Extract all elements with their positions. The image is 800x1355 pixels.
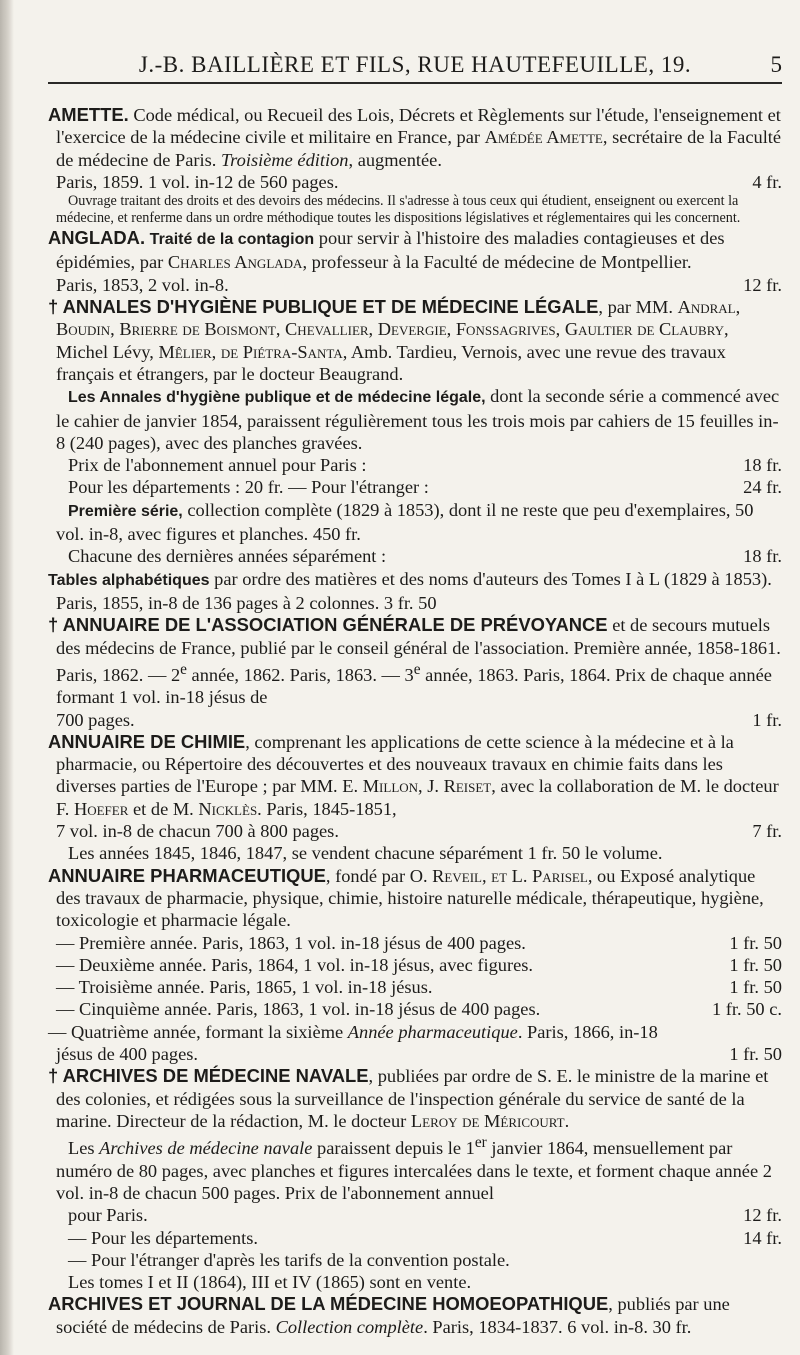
annales-price-depts: Pour les départements : 20 fr. — Pour l'étranger : 24 fr. xyxy=(68,477,782,498)
pharma-year-2: — Deuxième année. Paris, 1864, 1 vol. in-18 jésus, avec figures. 1 fr. 50 xyxy=(56,954,782,975)
entry-annuaire-chimie: ANNUAIRE DE CHIMIE, comprenant les applications de cette science à la médecine et à la pharmacie, ou Répertoire des découvertes et des nouveaux travaux en chimie faits dans les diverses parties de l'Europe ; par MM. E. Millon, J. Reiset, avec la collaboration de M. le docteur F. Hoefer et de M. Nicklès. Paris, 1845-1851, xyxy=(48,730,779,819)
entry-amette: AMETTE. Code médical, ou Recueil des Lois, Décrets et Règlements sur l'étude, l'enseignement et l'exercice de la médecine civile et militaire en France, par Amédée Amette, secrétaire de la Faculté de médecine de Paris. Troisième édition, augmentée. xyxy=(48,104,782,170)
annales-premiere-serie: Première série, collection complète (1829 à 1853), dont il ne reste que peu d'exemplaires, 50 vol. in-8, avec figures et planches. 450 fr. xyxy=(56,499,754,545)
entry-annuaire-association: † ANNUAIRE DE L'ASSOCIATION GÉNÉRALE DE PRÉVOYANCE et de secours mutuels des médecins de France, publié par le conseil général de l'association. Première année, 1858-1861. Paris, 1862. — 2e année, 1862. Paris, 1863. — 3e année, 1863. Paris, 1864. Prix de chaque année formant 1 vol. in-18 jésus de xyxy=(48,614,781,708)
amette-note: Ouvrage traitant des droits et des devoirs des médecins. Il s'adresse à tous ceux qui étudient, enseignent ou exercent la médecine, et renferme dans un ordre méthodique toutes les dispositions législatives et réglementaires qui les concernent. xyxy=(56,193,741,227)
entry-archives-homoeopathique: ARCHIVES ET JOURNAL DE LA MÉDECINE HOMOEOPATHIQUE, publiés par une société de médecins de Paris. Collection complète. Paris, 1834-1837. 6 vol. in-8. 30 fr. xyxy=(48,1293,730,1337)
entry-anglada: ANGLADA. Traité de la contagion pour servir à l'histoire des maladies contagieuses et des épidémies, par Charles Anglada, professeur à la Faculté de médecine de Montpellier. xyxy=(48,227,725,273)
running-header xyxy=(48,52,782,84)
publisher-header: J.-B. BAILLIÈRE ET FILS, RUE HAUTEFEUILLE, 19. xyxy=(138,52,692,77)
pharma-year-4: — Quatrième année, formant la sixième Année pharmaceutique. Paris, 1866, in-18 xyxy=(48,1021,658,1042)
page-number: 5 xyxy=(770,52,782,77)
chimie-price-row: 7 vol. in-8 de chacun 700 à 800 pages. 7 fr. xyxy=(56,821,782,842)
catalog-body xyxy=(48,104,782,1338)
chimie-annees: Les années 1845, 1846, 1847, se vendent chacune séparément 1 fr. 50 le volume. xyxy=(68,843,663,864)
pharma-year-3: — Troisième année. Paris, 1865, 1 vol. in-18 jésus. 1 fr. 50 xyxy=(56,977,782,998)
navale-description: Les Archives de médecine navale paraissent depuis le 1er janvier 1864, mensuellement par numéro de 80 pages, avec planches et figures intercalées dans le texte, et forment chaque année 2 vol. in-8 de chacun 500 pages. Prix de l'abonnement annuel xyxy=(56,1134,772,1203)
anglada-pub-row: Paris, 1853, 2 vol. in-8. 12 fr. xyxy=(56,274,782,295)
pharma-year-4-price: jésus de 400 pages. 1 fr. 50 xyxy=(56,1044,782,1064)
navale-price-paris: pour Paris. 12 fr. xyxy=(68,1205,782,1226)
navale-etranger: — Pour l'étranger d'après les tarifs de la convention postale. xyxy=(68,1249,510,1270)
annales-tables: Tables alphabétiques par ordre des matières et des noms d'auteurs des Tomes I à L (1829 à 1853). Paris, 1855, in-8 de 136 pages à 2 colonnes. 3 fr. 50 xyxy=(48,568,772,613)
annales-price-paris: Prix de l'abonnement annuel pour Paris : 18 fr. xyxy=(68,455,782,476)
annuaire-assoc-price-row: 700 pages. 1 fr. xyxy=(56,709,782,730)
book-binding-shadow xyxy=(0,0,14,1355)
pharma-year-5: — Cinquième année. Paris, 1863, 1 vol. in-18 jésus de 400 pages. 1 fr. 50 c. xyxy=(56,999,782,1020)
amette-pub-row: Paris, 1859. 1 vol. in-12 de 560 pages. 4 fr. xyxy=(56,171,782,192)
entry-annuaire-pharmaceutique: ANNUAIRE PHARMACEUTIQUE, fondé par O. Reveil, et L. Parisel, ou Exposé analytique des travaux de pharmacie, physique, chimie, histoire naturelle médicale, thérapeutique, hygiène, toxicologie et pharmacie légale. xyxy=(48,864,764,931)
entry-annales-hygiene: † ANNALES D'HYGIÈNE PUBLIQUE ET DE MÉDECINE LÉGALE, par MM. Andral, Boudin, Brierre de Boismont, Chevallier, Devergie, Fonssagrives, Gaultier de Claubry, Michel Lévy, Mêlier, de Piétra-Santa, Amb. Tardieu, Vernois, avec une revue des travaux français et étrangers, par le docteur Beaugrand. xyxy=(48,296,741,384)
pharma-year-1: — Première année. Paris, 1863, 1 vol. in-18 jésus de 400 pages. 1 fr. 50 xyxy=(56,932,782,953)
navale-tomes: Les tomes I et II (1864), III et IV (1865) sont en vente. xyxy=(68,1272,472,1293)
entry-archives-navale: † ARCHIVES DE MÉDECINE NAVALE, publiées par ordre de S. E. le ministre de la marine et des colonies, et rédigées sous la surveillance de l'inspection générale du service de santé de la marine. Directeur de la rédaction, M. le docteur Leroy de Méricourt. xyxy=(48,1065,769,1131)
annales-description: Les Annales d'hygiène publique et de médecine légale, dont la seconde série a commencé avec le cahier de janvier 1854, paraissent régulièrement tous les trois mois par cahiers de 15 feuilles in-8 (240 pages), avec des planches gravées. xyxy=(56,386,780,453)
navale-price-depts: — Pour les départements. 14 fr. xyxy=(68,1227,782,1248)
annales-dernieres: Chacune des dernières années séparément : 18 fr. xyxy=(68,546,782,567)
